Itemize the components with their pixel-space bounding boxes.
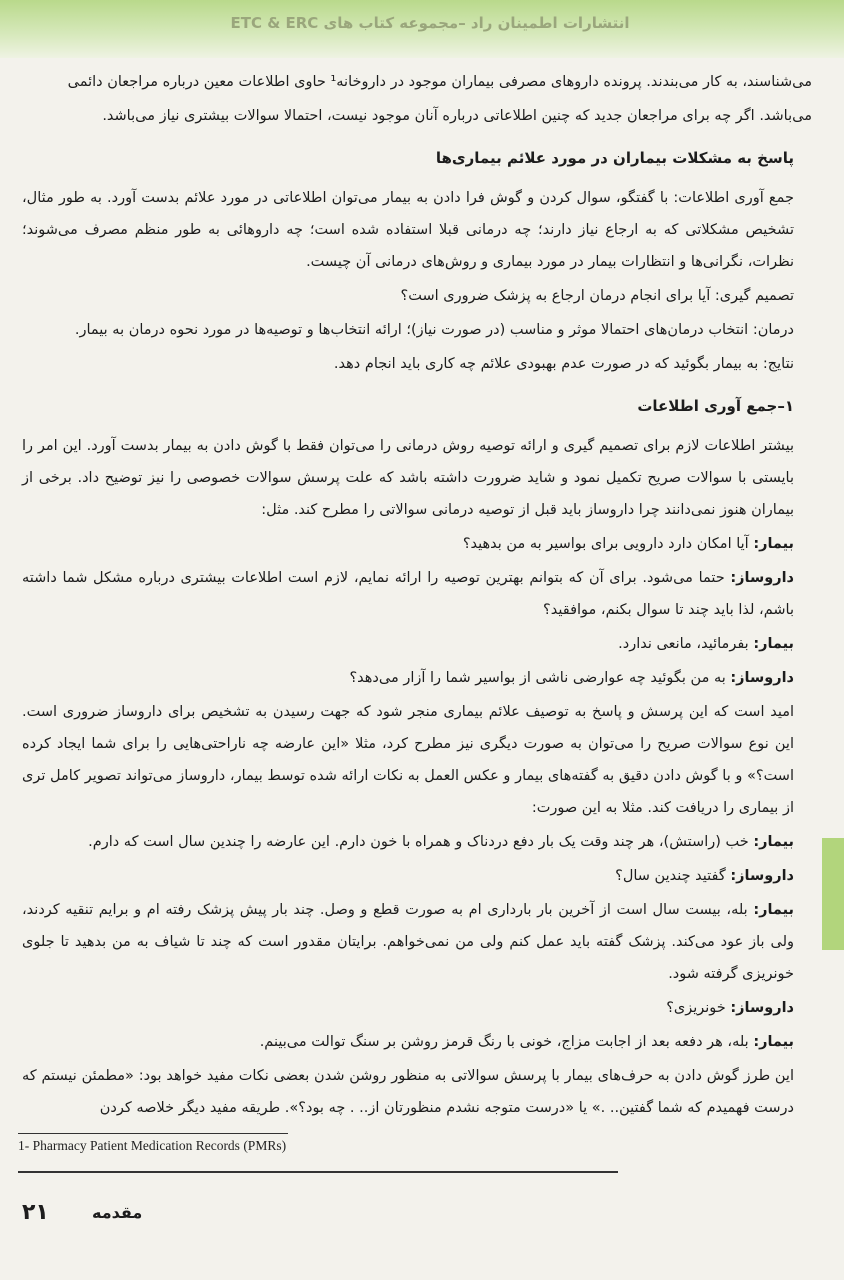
dialogue-text: گفتید چندین سال؟ [615, 868, 731, 884]
paragraph-gathering: جمع آوری اطلاعات: با گفتگو، سوال کردن و گوش فرا دادن به بیمار می‌توان اطلاعاتی در مورد علائم بدست آورد. به طور مثال، تشخیص مشکلاتی که به ارجاع نیاز دارند؛ چه درمانی قبلا استفاده شده است؛ چه داروهائی به طور منظم مصرف می‌شوند؛ نظرات، نگرانی‌ها و انتظارات بیمار در مورد بیماری و روش‌های درمانی آن چیست. [22, 190, 794, 270]
running-header: انتشارات اطمینان راد –مجموعه کتاب های ETC & ERC [230, 14, 630, 32]
dialogue-line [22, 992, 812, 1024]
dialogue-line [22, 562, 812, 626]
page-number: ۲۱ [22, 1200, 49, 1225]
speaker-label: بیمار: [753, 834, 794, 850]
dialogue-line [22, 826, 812, 858]
speaker-label: بیمار: [753, 636, 794, 652]
section-heading: پاسخ به مشکلات بیماران در مورد علائم بیماری‌ها [435, 149, 794, 167]
dialogue-text: بفرمائید، مانعی ندارد. [618, 636, 754, 652]
dialogue-line [22, 1026, 812, 1058]
dialogue-line [22, 662, 812, 694]
page-body [22, 66, 812, 1124]
subsection-heading: ۱–جمع آوری اطلاعات [637, 397, 794, 415]
speaker-label: داروساز: [730, 1000, 794, 1016]
speaker-label: داروساز: [730, 570, 794, 586]
side-tab [822, 838, 844, 950]
dialogue-text: بله، هر دفعه بعد از اجابت مزاج، خونی با رنگ قرمز روشن بر سنگ توالت می‌بینم. [259, 1034, 754, 1050]
speaker-label: داروساز: [730, 670, 794, 686]
paragraph-middle: امید است که این پرسش و پاسخ به توصیف علائم بیماری منجر شود که جهت رسیدن به تشخیص برای داروساز ضروری است. این نوع سوالات صریح را می‌توان به صورت دیگری نیز مطرح کرد، مثلا «این عارضه چه ناراحتی‌هایی را برای شما ایجاد کرده است؟» و با گوش دادن دقیق به گفته‌های بیمار و عکس العمل به نکات ارائه شده توسط بیمار، داروساز می‌تواند تصویر کامل تری از بیماری را دریافت کند. مثلا به این صورت: [22, 704, 794, 816]
dialogue-text: به من بگوئید چه عوارضی ناشی از بواسیر شما را آزار می‌دهد؟ [349, 670, 731, 686]
paragraph-decision: تصمیم گیری: آیا برای انجام درمان ارجاع به پزشک ضروری است؟ [400, 288, 794, 304]
speaker-label: بیمار: [753, 902, 794, 918]
dialogue-line [22, 894, 812, 990]
dialogue-line [22, 528, 812, 560]
dialogue-text: آیا امکان دارد دارویی برای بواسیر به من بدهید؟ [462, 536, 754, 552]
paragraph-info-gathering: بیشتر اطلاعات لازم برای تصمیم گیری و ارائه توصیه روش درمانی را می‌توان فقط با گوش دادن به بیمار بدست آورد. این امر را بایستی با سوالات صریح تکمیل نمود و شاید ضرورت داشته باشد که علت پرسش سوالات خصوصی را نیز توضیح داد. برخی از بیماران هنوز نمی‌دانند چرا داروساز باید قبل از توصیه درمانی سوالاتی را مطرح کند. مثل: [22, 438, 794, 518]
speaker-label: بیمار: [753, 536, 794, 552]
paragraph-closing: این طرز گوش دادن به حرف‌های بیمار با پرسش سوالاتی به منظور روشن شدن بعضی نکات مفید خواهد بود: «مطمئن نیستم که درست فهمیدم که شما گفتین.. .» یا «درست متوجه نشدم منظورتان از.. . چه بود؟». طریقه مفید دیگر خلاصه کردن [22, 1068, 794, 1116]
speaker-label: بیمار: [753, 1034, 794, 1050]
footer-divider [18, 1171, 618, 1173]
footnote-divider [18, 1133, 288, 1134]
dialogue-line [22, 860, 812, 892]
dialogue-text: بله، بیست سال است از آخرین بار بارداری ام به صورت قطع و وصل. چند بار پیش پزشک رفته ام و برایم تنقیه کردند، ولی باز عود می‌کند. پزشک گفته باید عمل کنم ولی من نمی‌خواهم. برایتان مقدور است که چند تا شیاف به من بدهید تا جلوی خونریزی گرفته شود. [22, 902, 794, 982]
intro-line-2: می‌باشد. اگر چه برای مراجعان جدید که چنین اطلاعاتی درباره آنان موجود نیست، احتمالا سوالات بیشتری نیاز می‌باشد. [102, 108, 812, 124]
dialogue-text: خونریزی؟ [666, 1000, 731, 1016]
dialogue-text: خب (راستش)، هر چند وقت یک بار دفع دردناک و همراه با خون دارم. این عارضه را چندین سال است که دارم. [88, 834, 754, 850]
intro-line-1: می‌شناسند، به کار می‌بندند. پرونده داروهای مصرفی بیماران موجود در داروخانه¹ حاوی اطلاعات معین درباره مراجعان دائمی [67, 74, 812, 90]
footnote: 1- Pharmacy Patient Medication Records (PMRs) [18, 1138, 287, 1153]
paragraph-results: نتایج: به بیمار بگوئید که در صورت عدم بهبودی علائم چه کاری باید انجام دهد. [333, 356, 794, 372]
speaker-label: داروساز: [730, 868, 794, 884]
chapter-label: مقدمه [92, 1203, 143, 1222]
dialogue-text: حتما می‌شود. برای آن که بتوانم بهترین توصیه را ارائه نمایم، لازم است اطلاعات بیشتری درباره مشکل شما داشته باشم، لذا باید چند تا سوال بکنم، موافقید؟ [22, 570, 794, 618]
paragraph-treatment: درمان: انتخاب درمان‌های احتمالا موثر و مناسب (در صورت نیاز)؛ ارائه انتخاب‌ها و توصیه‌ها در مورد نحوه درمان به بیمار. [74, 322, 794, 338]
dialogue-line [22, 628, 812, 660]
